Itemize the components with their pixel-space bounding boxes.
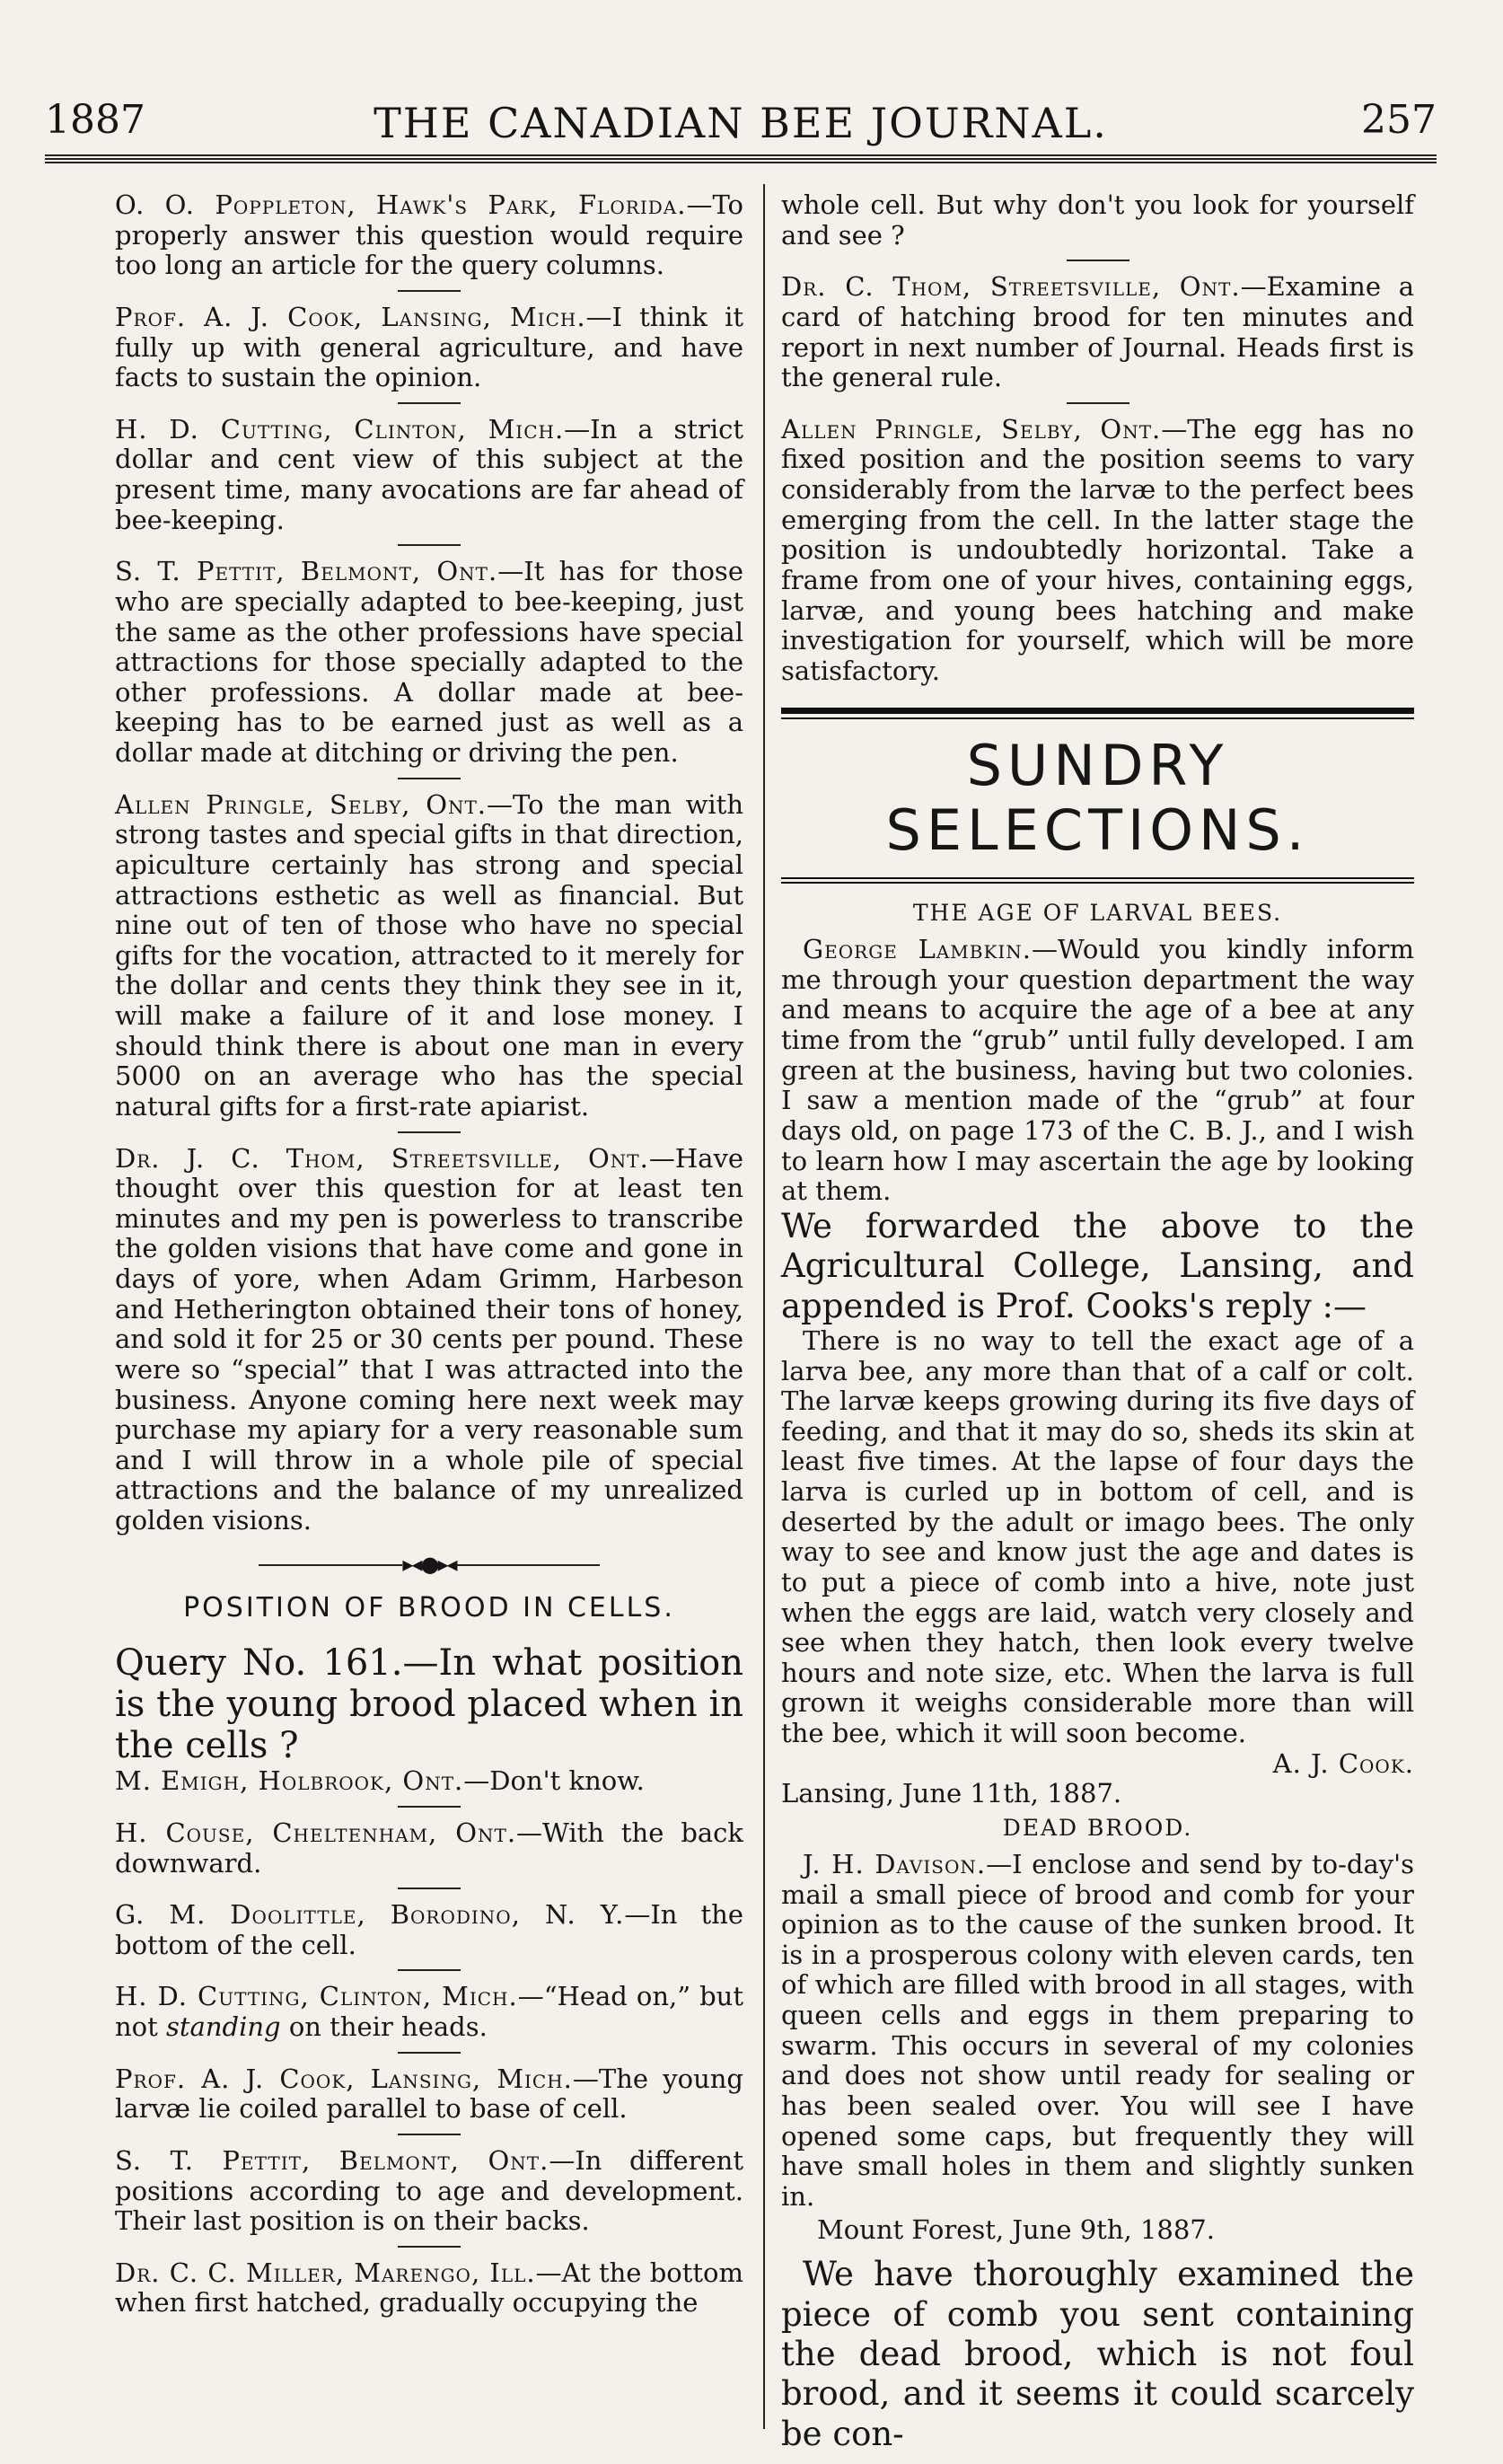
answer-text: —In a strict dollar and cent view of this subject at the present time, many avocations are far ahead of bee-keeping. — [115, 413, 743, 535]
answer-text: —I think it fully up with general agriculture, and have facts to sustain the opinion. — [115, 301, 743, 393]
separator — [398, 544, 461, 546]
answer-text: —Examine a card of hatching brood for ten minutes and report in next number of Journal. Heads first is the general rule. — [781, 271, 1414, 393]
respondent-name: Dr. C. Thom, Streetsville, Ont. — [781, 271, 1241, 303]
header-rule — [45, 154, 1437, 160]
respondent-name: Dr. C. C. Miller, Marengo, Ill. — [115, 2257, 536, 2288]
answer-entry — [115, 415, 743, 536]
query-text: Query No. 161.—In what position is the young brood placed when in the cells ? — [115, 1642, 743, 1767]
respondent-name: Allen Pringle, Selby, Ont. — [781, 413, 1162, 444]
header-rule-thin — [45, 162, 1437, 163]
letter-body: —I enclose and send by to-day's mail a small piece of brood and comb for your opinion as to the cause of the sunken brood. It is in a prosperous colony with eleven cards, ten of which are filled with brood in all stages, with queen cells and eggs in them preparing to swarm. This occurs in several of my colonies and does not show until ready for sealing or has been sealed over. You will see I have opened some caps, but frequently they will have small holes in them and slightly sunken in. — [781, 1848, 1414, 2212]
separator — [1067, 402, 1129, 404]
editor-note: We forwarded the above to the Agricultural College, Lansing, and appended is Prof. Cooks's reply :— — [781, 1206, 1414, 1325]
answer-text: on their heads. — [280, 2011, 488, 2042]
dateline: Lansing, June 11th, 1887. — [781, 1778, 1122, 1809]
answer-entry — [115, 1766, 743, 1797]
separator — [398, 290, 461, 292]
respondent-name: Dr. J. C. Thom, Streetsville, Ont. — [115, 1142, 649, 1174]
article-heading: THE AGE OF LARVAL BEES. — [912, 900, 1283, 927]
sundry-title: SUNDRY SELECTIONS. — [885, 733, 1310, 864]
separator — [398, 1131, 461, 1133]
separator — [1067, 260, 1129, 261]
header-year: 1887 — [45, 97, 145, 143]
reply-signature: A. J. Cook. — [1272, 1747, 1414, 1779]
article-heading: DEAD BROOD. — [1002, 1814, 1193, 1841]
section-rule-thick — [781, 708, 1414, 714]
answer-entry — [781, 415, 1414, 687]
journal-title: THE CANADIAN BEE JOURNAL. — [374, 99, 1108, 147]
answer-entry — [115, 1818, 743, 1879]
respondent-name: S. T. Pettit, Belmont, Ont. — [115, 556, 498, 587]
letter-text — [781, 935, 1414, 1207]
answer-text: —The young larvæ lie coiled parallel to base of cell. — [115, 2063, 743, 2125]
answer-entry — [115, 190, 743, 281]
respondent-name: G. M. Doolittle, Borodino, N. Y. — [115, 1899, 625, 1931]
answer-text: —To the man with strong tastes and special gifts in that direction, apiculture certainly has strong and special attractions esthetic as well as financial. But nine out of ten of those who have no special gifts for the vocation, attracted to it merely for the dollar and cents they think they see in it, will make a failure of it and lose money. I should think there is about one man in every 5000 on an average who has the special natural gifts for a first-rate apiarist. — [115, 788, 743, 1122]
column-divider — [763, 184, 765, 2429]
answer-text: —To properly answer this question would require too long an article for the query columns. — [115, 189, 743, 281]
answer-entry — [115, 1982, 743, 2042]
answer-entry — [115, 557, 743, 768]
right-column — [781, 190, 1414, 2454]
answer-entry — [115, 2064, 743, 2125]
answer-entry — [115, 303, 743, 393]
respondent-name: Allen Pringle, Selby, Ont. — [115, 788, 488, 820]
answer-entry — [115, 1144, 743, 1536]
emphasis-text: standing — [166, 2011, 281, 2042]
letter-author: George Lambkin. — [803, 934, 1033, 965]
separator — [398, 2052, 461, 2054]
editor-note: We have thoroughly examined the piece of comb you sent containing the dead brood, which is not foul brood, and it seems it could scarcely be con- — [781, 2255, 1414, 2453]
separator — [398, 2134, 461, 2135]
answer-text: —“Head on,” but not — [115, 1981, 743, 2042]
continued-text: whole cell. But why don't you look for yourself and see ? — [781, 189, 1414, 251]
respondent-name: H. D. Cutting, Clinton, Mich. — [115, 413, 565, 444]
answer-entry — [115, 2258, 743, 2319]
answer-text: —At the bottom when first hatched, gradually occupying the — [115, 2257, 743, 2319]
respondent-name: M. Emigh, Holbrook, Ont. — [115, 1765, 464, 1797]
answer-text: —Have thought over this question for at least ten minutes and my pen is powerless to transcribe the golden visions that have come and gone in days of yore, when Adam Grimm, Harbeson and Hetherington obtained their tons of honey, and sold it for 25 or 30 cents per pound. These were so “special” that I was attracted into the business. Anyone coming here next week may purchase my apiary for a very reasonable sum and I will throw in a whole pile of special attractions and the balance of my unrealized golden visions. — [115, 1142, 743, 1536]
section-rule-thin — [781, 717, 1414, 719]
letter-text — [781, 1850, 1414, 2213]
answer-text: —In the bottom of the cell. — [115, 1899, 743, 1960]
letter-author: J. H. Davison. — [803, 1848, 987, 1879]
separator — [398, 778, 461, 779]
reply-text: There is no way to tell the exact age of a larva bee, any more than that of a calf or colt. The larvæ keeps growing during its five days of feeding, and that it may do so, sheds its skin at least five times. At the lapse of four days the larva is curled up in bottom of cell, and is deserted by the adult or imago bees. The only way to see and know just the age and dates is to put a piece of comb into a hive, note just when the eggs are laid, watch very closely and see when they hatch, then look every twelve hours and note size, etc. When the larva is full grown it weighs considerable more than will the bee, which it will soon become. — [781, 1324, 1414, 1749]
separator — [398, 2246, 461, 2248]
separator — [398, 1969, 461, 1971]
separator — [398, 1806, 461, 1808]
left-column — [115, 190, 743, 2319]
letter-body: —Would you kindly inform me through your question department the way and means to acquire the age of a bee at any time from the “grub” until fully developed. I am green at the business, having but two colonies. I saw a mention made of the “grub” at four days old, on page 173 of the C. B. J., and I wish to learn how I may ascertain the age by looking at them. — [781, 934, 1414, 1207]
dateline: Mount Forest, June 9th, 1887. — [817, 2214, 1215, 2246]
section-rule-thin — [781, 877, 1414, 879]
page-header — [45, 97, 1437, 151]
respondent-name: S. T. Pettit, Belmont, Ont. — [115, 2144, 549, 2176]
respondent-name: H. D. Cutting, Clinton, Mich. — [115, 1981, 518, 2012]
section-title: POSITION OF BROOD IN CELLS. — [183, 1592, 675, 1624]
answer-text: —The egg has no fixed position and the position seems to vary considerably from the larvæ to the perfect bees emerging from the cell. In the latter stage the position is undoubtedly horizontal. Take a frame from one of your hives, containing eggs, larvæ, and young bees hatching and make investigation for yourself, which will be more satisfactory. — [781, 413, 1414, 686]
respondent-name: H. Couse, Cheltenham, Ont. — [115, 1817, 517, 1848]
separator — [398, 1888, 461, 1889]
answer-entry — [115, 1900, 743, 1960]
answer-text: —With the back downward. — [115, 1817, 743, 1879]
respondent-name: Prof. A. J. Cook, Lansing, Mich. — [115, 301, 586, 332]
answer-text: —It has for those who are specially adapted to bee-keeping, just the same as the other professions have special attractions for those specially adapted to the other professions. A dollar made at bee-keeping has to be earned just as well as a dollar made at ditching or driving the pen. — [115, 556, 743, 768]
page-number: 257 — [1361, 97, 1437, 143]
ornament-divider: ▸◂●▸◂ — [115, 1553, 743, 1578]
respondent-name: O. O. Poppleton, Hawk's Park, Florida. — [115, 189, 687, 220]
answer-entry — [115, 790, 743, 1122]
separator — [398, 402, 461, 404]
section-rule-thin — [781, 882, 1414, 884]
respondent-name: Prof. A. J. Cook, Lansing, Mich. — [115, 2063, 573, 2094]
answer-entry — [781, 272, 1414, 393]
answer-text: —Don't know. — [463, 1765, 645, 1797]
answer-entry — [115, 2146, 743, 2237]
answer-text: —In different positions according to age and development. Their last position is on their backs. — [115, 2144, 743, 2237]
